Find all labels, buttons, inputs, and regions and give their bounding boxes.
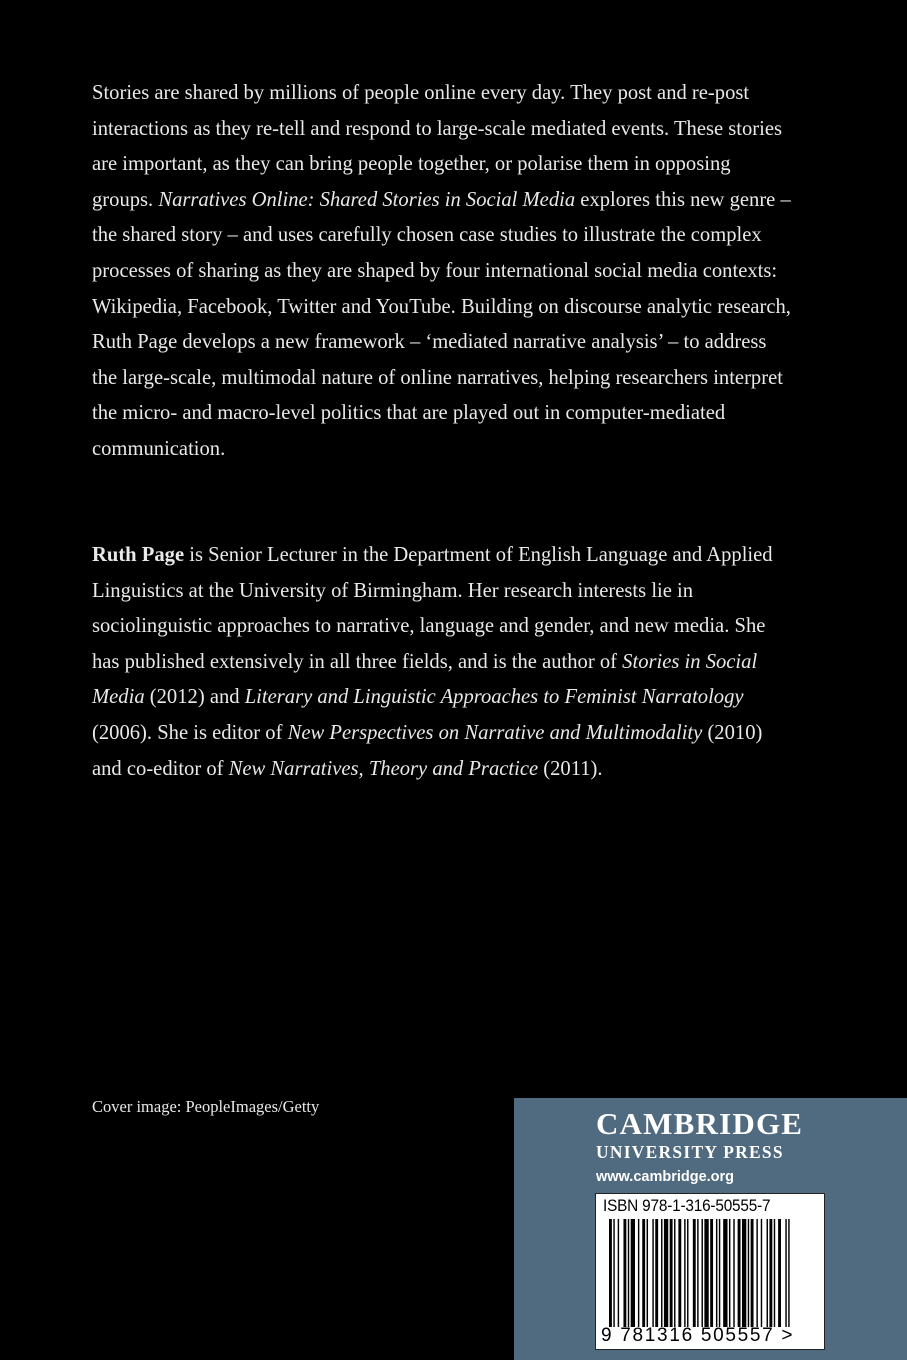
blurb-text-2: explores this new genre – the shared story – and uses carefully chosen case studies to illustrate the complex processes of sharing as they are shaped by four international social media contexts: Wikipedia, Facebook, Twitter and YouTube. Building on discourse analytic research, Ruth Page develops a new framework – ‘mediated narrative analysis’ – to address the large-scale, multimodal nature of online narratives, helping researchers interpret the micro- and macro-level politics that are played out in computer-mediated communication. [92, 188, 791, 460]
bio-text-5: (2011). [538, 757, 603, 780]
publisher-subtitle: UNIVERSITY PRESS [596, 1142, 784, 1162]
publisher-name: CAMBRIDGE [596, 1106, 804, 1141]
barcode-bar [738, 1219, 741, 1327]
barcode-digits: 9 781316 505557 > [601, 1325, 795, 1346]
bio-text-4: (2010) and co-editor of [92, 721, 763, 780]
barcode-bar [785, 1219, 786, 1327]
barcode-bar [697, 1219, 698, 1327]
barcode-bar [687, 1219, 688, 1327]
isbn-label: ISBN 978-1-316-50555-7 [603, 1197, 771, 1215]
barcode-bar [723, 1219, 727, 1327]
barcode-bar [756, 1219, 757, 1327]
barcode-bar [631, 1219, 635, 1327]
bio-book-2: Literary and Linguistic Approaches to Feminist Narratology [244, 686, 744, 709]
barcode-bar [774, 1219, 775, 1327]
barcode-bar [664, 1219, 668, 1327]
barcode-bar [729, 1219, 730, 1327]
barcode-bar [733, 1219, 734, 1327]
bio-text-3: (2006). She is editor of [92, 721, 288, 744]
isbn-barcode [595, 1193, 825, 1350]
barcode-bar [704, 1219, 708, 1327]
bio-book-3: New Perspectives on Narrative and Multimodality [287, 721, 703, 744]
barcode-bar [618, 1219, 619, 1327]
barcode-bar [742, 1219, 746, 1327]
barcode-bar [642, 1219, 645, 1327]
bio-text-1: is Senior Lecturer in the Department of English Language and Applied Linguistics at the University of Birmingham. Her research interests lie in sociolinguistic approaches to narrative, language and gender, and new media. She has published extensively in all three fields, and is the author of [92, 544, 773, 673]
barcode-bar [652, 1219, 653, 1327]
book-title: Narratives Online: Shared Stories in Social Media [158, 188, 576, 211]
barcode-bar [748, 1219, 749, 1327]
barcode-bar [719, 1219, 720, 1327]
barcode-bar [661, 1219, 662, 1327]
cover-image-credit: Cover image: PeopleImages/Getty [92, 1097, 320, 1116]
author-bio [92, 538, 792, 787]
barcode-bar [701, 1219, 702, 1327]
bio-text-2: (2012) and [144, 686, 245, 709]
barcode-bar [613, 1219, 614, 1327]
bio-book-1: Stories in Social Media [92, 650, 758, 709]
barcode-bar [678, 1219, 681, 1327]
barcode-bar [693, 1219, 696, 1327]
barcode-bar [761, 1219, 762, 1327]
barcode-bar [609, 1219, 612, 1327]
barcode-bar [769, 1219, 772, 1327]
barcode-bar [628, 1219, 629, 1327]
bio-book-4: New Narratives, Theory and Practice [228, 757, 539, 780]
barcode-bars [609, 1219, 807, 1327]
barcode-bar [638, 1219, 639, 1327]
barcode-bar [716, 1219, 717, 1327]
barcode-bar [788, 1219, 789, 1327]
barcode-bar [684, 1219, 685, 1327]
back-cover-blurb [92, 76, 792, 468]
barcode-bar [655, 1219, 658, 1327]
barcode-bar [710, 1219, 713, 1327]
publisher-url: www.cambridge.org [596, 1169, 735, 1185]
publisher-panel [514, 1098, 907, 1360]
barcode-bar [778, 1219, 781, 1327]
author-name: Ruth Page [92, 544, 185, 566]
barcode-bar [767, 1219, 768, 1327]
blurb-text-1: Stories are shared by millions of people online every day. They post and re-post interactions as they re-tell and respond to large-scale mediated events. These stories are important, as they can bring people together, or polarise them in opposing groups. [92, 82, 783, 211]
barcode-bar [674, 1219, 675, 1327]
barcode-bar [623, 1219, 626, 1327]
barcode-bar [670, 1219, 673, 1327]
barcode-bar [647, 1219, 648, 1327]
barcode-bar [751, 1219, 754, 1327]
